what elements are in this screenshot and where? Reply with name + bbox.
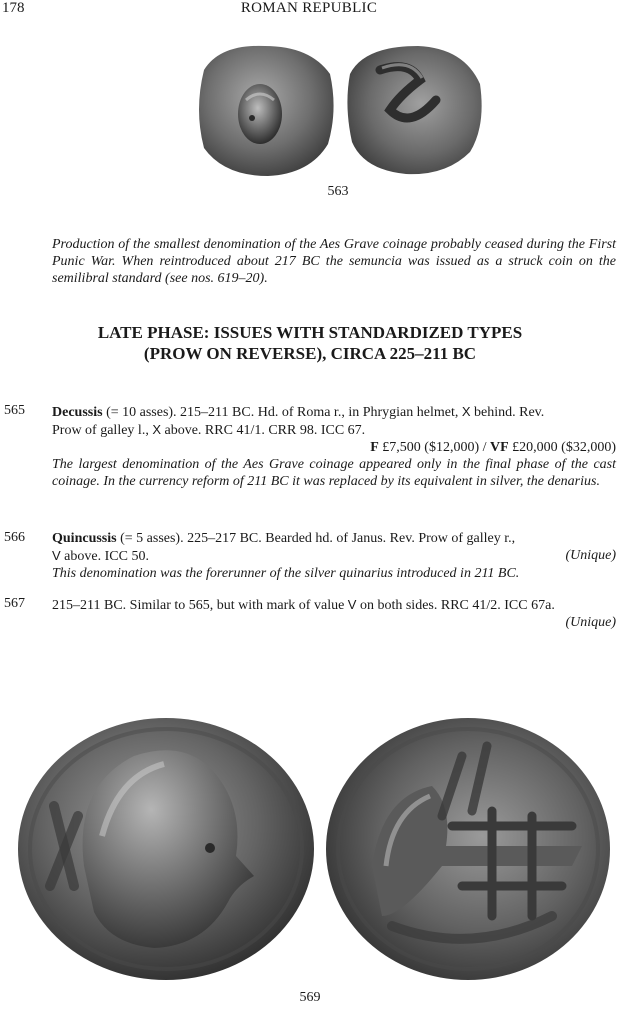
entry-number-565: 565 [4,403,25,418]
coin-563-reverse [340,40,488,180]
entry-565-description [52,403,616,421]
value-mark: V [52,548,61,563]
grade-vf: VF [490,440,509,455]
section-heading-line-2: (PROW ON REVERSE), CIRCA 225–211 BC [143,344,477,363]
denomination-name: Quincussis [52,531,117,546]
value-mark: X [461,404,471,419]
entry-565-text-3: Prow of galley l., [52,423,153,438]
entry-566-description-2 [52,547,616,565]
price-vf: £20,000 ($32,000) [508,440,616,455]
entry-566 [52,530,616,582]
running-title: ROMAN REPUBLIC [240,0,378,16]
entry-566-note: This denomination was the forerunner of the silver quinarius introduced in 211 BC. [52,566,520,581]
entry-566-text-2: above. ICC 50. [60,549,149,564]
page-number: 178 [2,0,25,16]
figure-caption-563: 563 [327,184,349,199]
entry-number-567: 567 [4,596,25,611]
value-mark: X [152,422,161,437]
rarity-value: (Unique) [565,615,616,630]
entry-567-description [52,596,616,614]
entry-number-566: 566 [4,530,25,545]
entry-567 [52,596,616,631]
coin-569-reverse [322,716,614,982]
section-heading-line-1: LATE PHASE: ISSUES WITH STANDARDIZED TYPES [97,323,523,342]
entry-565-note: The largest denomination of the Aes Grave coinage appeared only in the final phase of the cast coinage. In the currency reform of 211 BC it was replaced by its equivalent in silver, the denarius. [52,457,616,489]
entry-565 [52,403,616,490]
rarity-value: (Unique) [565,548,616,563]
entry-567-text-1: 215–211 BC. Similar to 565, but with mark of value [52,598,348,613]
entry-565-text-2: behind. Rev. [470,405,545,420]
figure-caption-569: 569 [299,990,321,1005]
price-f: £7,500 ($12,000) / [378,440,490,455]
section-heading [40,322,580,364]
coin-569-obverse [14,716,318,982]
entry-567-text-2: on both sides. RRC 41/2. ICC 67a. [356,598,555,613]
entry-565-description-2 [52,421,616,439]
denomination-name: Decussis [52,405,103,420]
entry-566-description [52,530,616,547]
entry-565-price [52,439,616,456]
grade-f: F [370,440,379,455]
coin-563-obverse [190,40,340,180]
entry-565-text-4: above. RRC 41/1. CRR 98. ICC 67. [161,423,366,438]
entry-565-text-1: (= 10 asses). 215–211 BC. Hd. of Roma r., in Phrygian helmet, [102,405,462,420]
intro-paragraph: Production of the smallest denomination of the Aes Grave coinage probably ceased during the First Punic War. When reintroduced about 217 BC the semuncia was issued as a struck coin on the semilibral standard (see nos. 619–20). [52,237,616,286]
entry-566-text-1: (= 5 asses). 225–217 BC. Bearded hd. of Janus. Rev. Prow of galley r., [116,531,516,546]
value-mark: V [347,597,357,612]
